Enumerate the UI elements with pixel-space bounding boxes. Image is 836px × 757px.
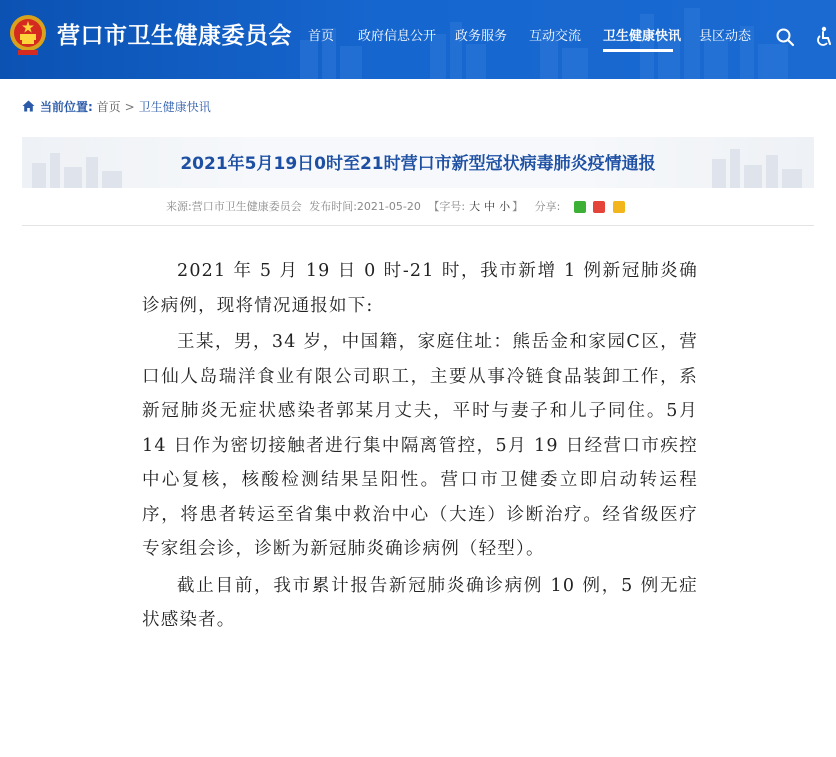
breadcrumb-separator: > [124,100,135,114]
share-icons [574,201,629,219]
weibo-icon[interactable] [593,201,605,213]
wechat-icon[interactable] [574,201,586,213]
site-header [0,0,836,79]
font-size-small-button[interactable]: 小 [499,200,511,213]
breadcrumb-label: 当前位置: [40,100,93,114]
share-label: 分享: [534,200,561,213]
article-date: 发布时间:2021-05-20 [309,200,421,213]
home-icon [22,100,35,112]
font-size-large-button[interactable]: 大 [469,200,481,213]
nav-item-government-info[interactable]: 政府信息公开 [358,29,437,44]
breadcrumb [22,97,211,117]
article-paragraph: 截止目前，我市累计报告新冠肺炎确诊病例 10 例，5 例无症状感染者。 [142,575,698,630]
site-title[interactable]: 营口市卫生健康委员会 [57,23,292,49]
breadcrumb-home-link[interactable]: 首页 [96,100,121,114]
article-body [142,254,698,640]
nav-item-home[interactable]: 首页 [308,29,335,44]
accessibility-icon[interactable] [815,26,831,48]
search-icon[interactable] [775,27,795,47]
qzone-icon[interactable] [613,201,625,213]
article-paragraph: 王某，男，34 岁，中国籍，家庭住址：熊岳金和家园C区，营口仙人岛瑞洋食业有限公司职工，主要从事冷链食品装卸工作，系新冠肺炎无症状感染者郭某月丈夫，平时与妻子和儿子同住。5月 14 日作为密切接触者进行集中隔离管控，5月 19 日经营口市疾控中心复核，核酸检测结果呈阳性。营口市卫健委立即启动转运程序，将患者转运至省集中救治中心（大连）诊断治疗。经省级医疗专家组会诊，诊断为新冠肺炎确诊病例（轻型）。 [142,332,698,559]
article-title: 2021年5月19日0时至21时营口市新型冠状病毒肺炎疫情通报 [180,154,656,174]
nav-item-government-services[interactable]: 政务服务 [455,29,508,44]
nav-item-interaction[interactable]: 互动交流 [529,29,582,44]
article-source: 来源:营口市卫生健康委员会 [166,200,302,213]
font-size-close: 】 [512,200,524,213]
breadcrumb-health-news-link[interactable]: 卫生健康快讯 [138,100,211,114]
font-size-medium-button[interactable]: 中 [484,200,496,213]
active-nav-indicator [603,49,673,52]
article-title-band [22,137,814,188]
article-paragraph: 2021 年 5 月 19 日 0 时-21 时，我市新增 1 例新冠肺炎确诊病例，现将情况通报如下: [142,261,698,316]
nav-item-health-news[interactable]: 卫生健康快讯 [603,29,682,44]
meta-divider [22,225,814,226]
main-nav [0,0,836,79]
article-meta [166,198,633,216]
font-size-open: 【字号: [428,200,466,213]
nav-item-county-news[interactable]: 县区动态 [699,29,752,44]
